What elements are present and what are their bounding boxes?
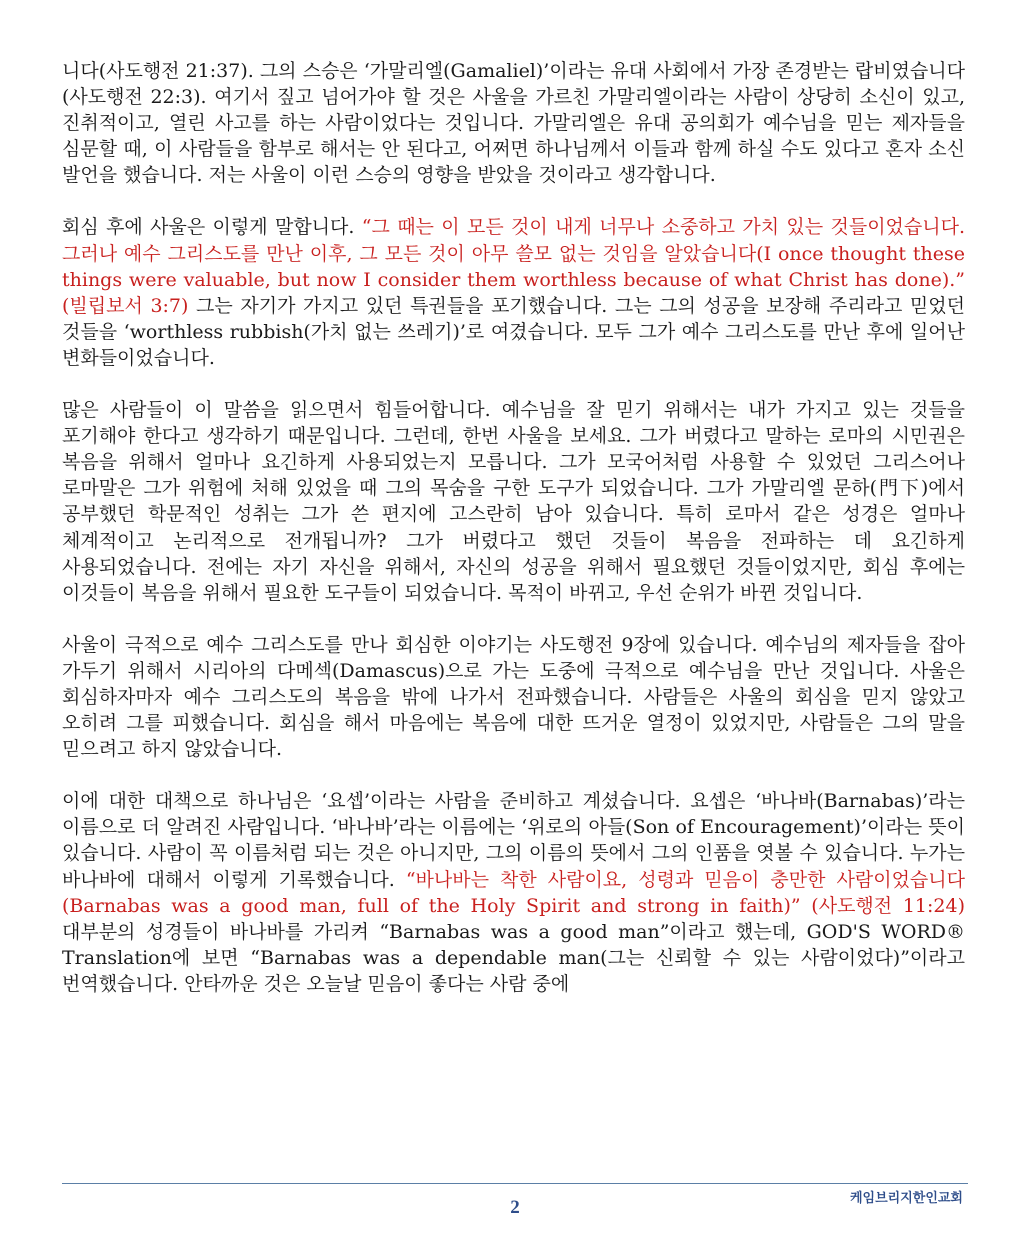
paragraph-text: 니다(사도행전 21:37). 그의 스승은 ‘가말리엘(Gamaliel)’이라는 유대 사회에서 가장 존경받는 랍비였습니다(사도행전 22:3). 여기서 짚고 넘어가야 할 것은 사울을 가르친 가말리엘이라는 사람이 상당히 소신이 있고, 진취적이고, 열린 사고를 하는 사람이었다는 것입니다. 가말리엘은 유대 공의회가 예수님을 믿는 제자들을 심문할 때, 이 사람들을 함부로 해서는 안 된다고, 어쩌면 하나님께서 이들과 함께 하실 수도 있다고 혼자 소신 발언을 했습니다. 저는 사울이 이런 스승의 영향을 받았을 것이라고 생각합니다. bbox=[62, 60, 965, 187]
document-body bbox=[62, 58, 965, 1023]
paragraph-text: 그는 자기가 가지고 있던 특권들을 포기했습니다. 그는 그의 성공을 보장해 주리라고 믿었던 것들을 ‘worthless rubbish(가치 없는 쓰레기)’로 여겼습니다. 모두 그가 예수 그리스도를 만난 후에 일어난 변화들이었습니다. bbox=[62, 294, 965, 369]
paragraph-text: 회심 후에 사울은 이렇게 말합니다. bbox=[62, 216, 362, 239]
paragraph-3 bbox=[62, 397, 965, 606]
paragraph-text: 대부분의 성경들이 바나바를 가리켜 “Barnabas was a good man”이라고 했는데, GOD'S WORD® Translation에 보면 “Barnabas was a dependable man(그는 신뢰할 수 있는 사람이었다)”이라고 번역했습니다. 안타까운 것은 오늘날 믿음이 좋다는 사람 중에 bbox=[62, 920, 965, 995]
scripture-quote: “바나바는 착한 사람이요, 성령과 믿음이 충만한 사람이었습니다(Barnabas was a good man, full of the Holy Spirit and strong in faith)” (사도행전 11:24) bbox=[62, 868, 965, 917]
page-number: 2 bbox=[510, 1197, 520, 1218]
paragraph-text: 이에 대한 대책으로 하나님은 ‘요셉’이라는 사람을 준비하고 계셨습니다. 요셉은 ‘바나바(Barnabas)’라는 이름으로 더 알려진 사람입니다. ‘바나바’라는 이름에는 ‘위로의 아들(Son of Encouragement)’이라는 뜻이 있습니다. 사람이 꼭 이름처럼 되는 것은 아니지만, 그의 이름의 뜻에서 그의 인품을 엿볼 수 있습니다. 누가는 바나바에 대해서 이렇게 기록했습니다. bbox=[62, 790, 965, 891]
church-name: 케임브리지한인교회 bbox=[849, 1191, 963, 1206]
paragraph-2 bbox=[62, 214, 965, 371]
footer-divider bbox=[62, 1183, 968, 1184]
paragraph-4 bbox=[62, 632, 965, 762]
paragraph-text: 사울이 극적으로 예수 그리스도를 만나 회심한 이야기는 사도행전 9장에 있습니다. 예수님의 제자들을 잡아 가두기 위해서 시리아의 다메섹(Damascus)으로 가는 도중에 극적으로 예수님을 만난 것입니다. 사울은 회심하자마자 예수 그리스도의 복음을 밖에 나가서 전파했습니다. 사람들은 사울의 회심을 믿지 않았고 오히려 그를 피했습니다. 회심을 해서 마음에는 복음에 대한 뜨거운 열정이 있었지만, 사람들은 그의 말을 믿으려고 하지 않았습니다. bbox=[62, 633, 965, 761]
scripture-quote: “그 때는 이 모든 것이 내게 너무나 소중하고 가치 있는 것들이었습니다. 그러나 예수 그리스도를 만난 이후, 그 모든 것이 아무 쓸모 없는 것임을 알았습니다(I once thought these things were valuable, but now I consider them worthless because of what Christ has done).” (빌립보서 3:7) bbox=[62, 216, 965, 317]
paragraph-1 bbox=[62, 58, 965, 188]
paragraph-text: 많은 사람들이 이 말씀을 읽으면서 힘들어합니다. 예수님을 잘 믿기 위해서는 내가 가지고 있는 것들을 포기해야 한다고 생각하기 때문입니다. 그런데, 한번 사울을 보세요. 그가 버렸다고 말하는 로마의 시민권은 복음을 위해서 얼마나 요긴하게 사용되었는지 모릅니다. 그가 모국어처럼 사용할 수 있었던 그리스어나 로마말은 그가 위험에 처해 있었을 때 그의 목숨을 구한 도구가 되었습니다. 그가 가말리엘 문하(門下)에서 공부했던 학문적인 성취는 그가 쓴 편지에 고스란히 남아 있습니다. 특히 로마서 같은 성경은 얼마나 체계적이고 논리적으로 전개됩니까? 그가 버렸다고 했던 것들이 복음을 전파하는 데 요긴하게 사용되었습니다. 전에는 자기 자신을 위해서, 자신의 성공을 위해서 필요했던 것들이었지만, 회심 후에는 이것들이 복음을 위해서 필요한 도구들이 되었습니다. 목적이 바뀌고, 우선 순위가 바뀐 것입니다. bbox=[62, 399, 965, 604]
paragraph-5 bbox=[62, 788, 965, 997]
